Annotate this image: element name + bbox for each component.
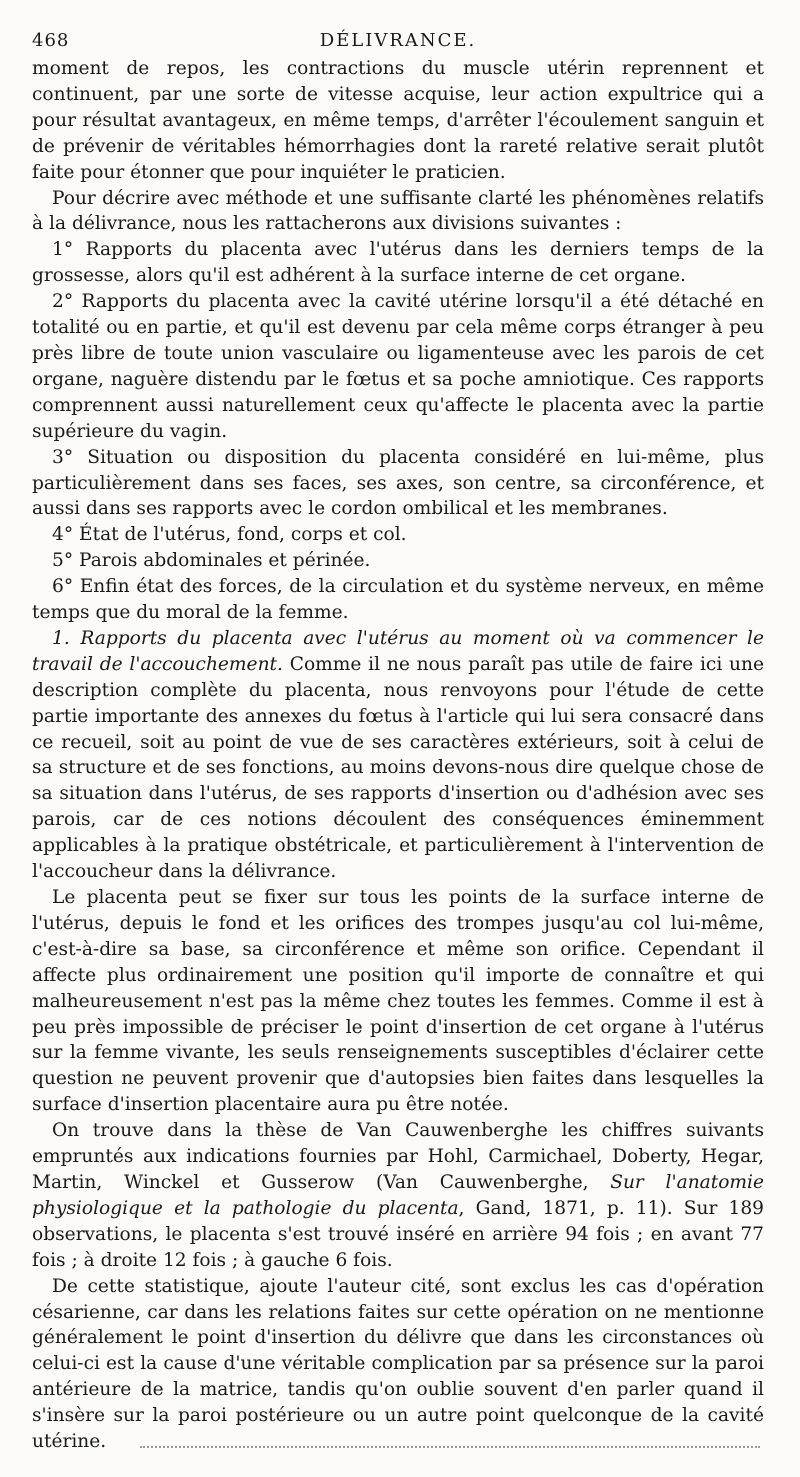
- section-paragraph-1: 1. Rapports du placenta avec l'utérus au moment où va commencer le travail de l'accouchement. Comme il ne nous paraît pas utile de faire ici une description complète du placenta, nous renvoyons pour l'étude de cette partie importante des annexes du fœtus à l'article qui lui sera consacré dans ce recueil, soit au point de vue de ses caractères extérieurs, soit à celui de sa structure et de ses fonctions, au moins devons-nous dire quelque chose de sa situation dans l'utérus, de ses rapports d'insertion ou d'adhésion avec ses parois, car de ces notions découlent des conséquences éminemment applicables à la pratique obstétricale, et particulièrement à l'intervention de l'accoucheur dans la délivrance.: [32, 627, 764, 883]
- page-header: [32, 26, 764, 56]
- paragraph-intro-divisions: Pour décrire avec méthode et une suffisante clarté les phénomènes relatifs à la délivrance, nous les rattacherons aux divisions suivantes :: [32, 187, 764, 235]
- footer-dotted-rule: [140, 1446, 760, 1448]
- page-number: 468: [32, 30, 70, 51]
- paragraph-continuation: moment de repos, les contractions du muscle utérin reprennent et continuent, par une sorte de vitesse acquise, leur action expultrice qui a pour résultat avantageux, en même temps, d'arrêter l'écoulement sanguin et de prévenir de véritables hémorrhagies dont la rareté relative serait plutôt faite pour étonner que pour inquiéter le praticien.: [32, 58, 764, 183]
- list-item-division-6: 6° Enfin état des forces, de la circulation et du système nerveux, en même temps que du moral de la femme.: [32, 576, 764, 624]
- list-item-division-4: 4° État de l'utérus, fond, corps et col.: [52, 524, 407, 546]
- paragraph-statistics: On trouve dans la thèse de Van Cauwenberghe les chiffres suivants empruntés aux indications fournies par Hohl, Carmichael, Doberty, Hegar, Martin, Winckel et Gusserow (Van Cauwenberghe, Sur l'anatomie physiologique et la pathologie du placenta, Gand, 1871, p. 11). Sur 189 observations, le placenta s'est trouvé inséré en arrière 94 fois ; en avant 77 fois ; à droite 12 fois ; à gauche 6 fois.: [32, 1120, 764, 1271]
- cited-work-title: Sur l'anatomie physiologique et la pathologie du placenta: [32, 1171, 764, 1219]
- list-item-division-5: 5° Parois abdominales et périnée.: [52, 550, 371, 572]
- list-item-division-3: 3° Situation ou disposition du placenta considéré en lui-même, plus particulièrement dans ses faces, ses axes, son centre, sa circonférence, et aussi dans ses rapports avec le cordon ombilical et les membranes.: [32, 446, 764, 520]
- paragraph-cesarean: De cette statistique, ajoute l'auteur cité, sont exclus les cas d'opération césarienne, car dans les relations faites sur cette opération on ne mentionne généralement le point d'insertion du délivre que dans les circonstances où celui-ci est la cause d'une véritable complication par sa présence sur la paroi antérieure de la matrice, tandis qu'on oublie souvent d'en parler quand il s'insère sur la paroi postérieure ou un autre point quelconque de la cavité utérine.: [32, 1275, 764, 1453]
- body-text: [32, 56, 764, 1455]
- section-heading: 1. Rapports du placenta avec l'utérus au moment où va commencer le travail de l'accouchement.: [32, 627, 764, 675]
- list-item-division-2: 2° Rapports du placenta avec la cavité utérine lorsqu'il a été détaché en totalité ou en partie, et qu'il est devenu par cela même corps étranger à peu près libre de toute union vasculaire ou ligamenteuse avec les parois de cet organe, naguère distendu par le fœtus et sa poche amniotique. Ces rapports comprennent aussi naturellement ceux qu'affecte le placenta avec la partie supérieure du vagin.: [32, 291, 764, 442]
- paragraph-placenta-insertion: Le placenta peut se fixer sur tous les points de la surface interne de l'utérus, depuis le fond et les orifices des trompes jusqu'au col lui-même, c'est-à-dire sa base, sa circonférence et même son orifice. Cependant il affecte plus ordinairement une position qu'il importe de connaître et qui malheureusement n'est pas la même chez toutes les femmes. Comme il est à peu près impossible de préciser le point d'insertion de cet organe à l'utérus sur la femme vivante, les seuls renseignements susceptibles d'éclairer cette question ne peuvent provenir que d'autopsies bien faites dans lesquelles la surface d'insertion placentaire aura pu être notée.: [32, 887, 764, 1116]
- running-title: DÉLIVRANCE.: [319, 30, 477, 51]
- list-item-division-1: 1° Rapports du placenta avec l'utérus dans les derniers temps de la grossesse, alors qu'il est adhérent à la surface interne de cet organe.: [32, 239, 764, 287]
